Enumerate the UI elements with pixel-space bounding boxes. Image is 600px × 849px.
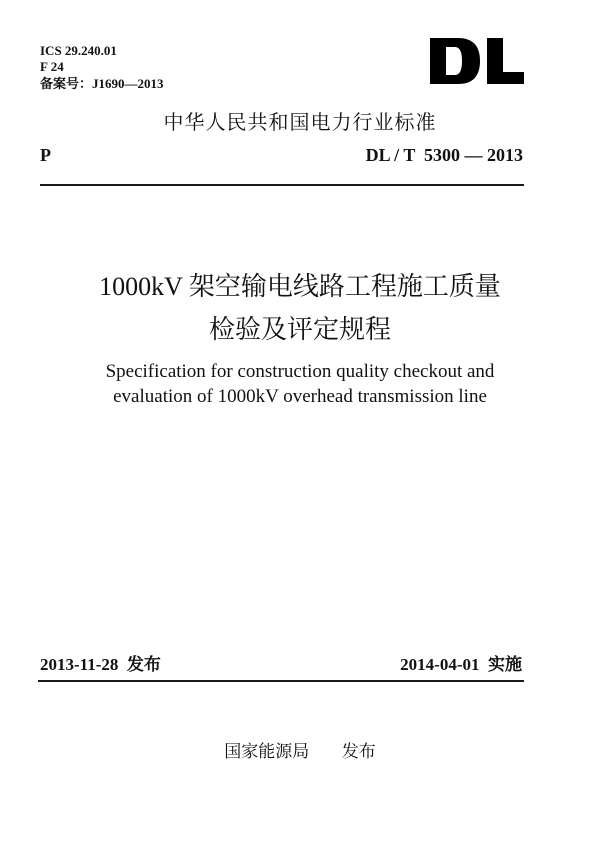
issuing-authority: 国家能源局 发布 [224,742,376,762]
title-en-line2: evaluation of 1000kV overhead transmission line [113,386,487,407]
title-cn-line1 [0,266,600,303]
category-letter: P [40,145,51,165]
issue-date: 2013-11-28 发布 [40,655,161,674]
ccs-code: F 24 [40,59,64,74]
filing-number: 备案号：J1690—2013 [40,76,164,91]
top-divider [40,184,524,186]
ics-code: ICS 29.240.01 [40,43,117,58]
dl-logo [430,38,524,84]
title-cn-line1-text: 1000kV 架空输电线路工程施工质量 [99,272,501,301]
standard-number: DL / T 5300 — 2013 [365,145,523,165]
implementation-date: 2014-04-01 实施 [400,655,522,674]
bottom-divider [38,680,524,682]
standard-type: 中华人民共和国电力行业标准 [163,110,437,134]
title-en-line1: Specification for construction quality checkout and [105,361,495,382]
title-cn-line2: 检验及评定规程 [208,315,391,344]
